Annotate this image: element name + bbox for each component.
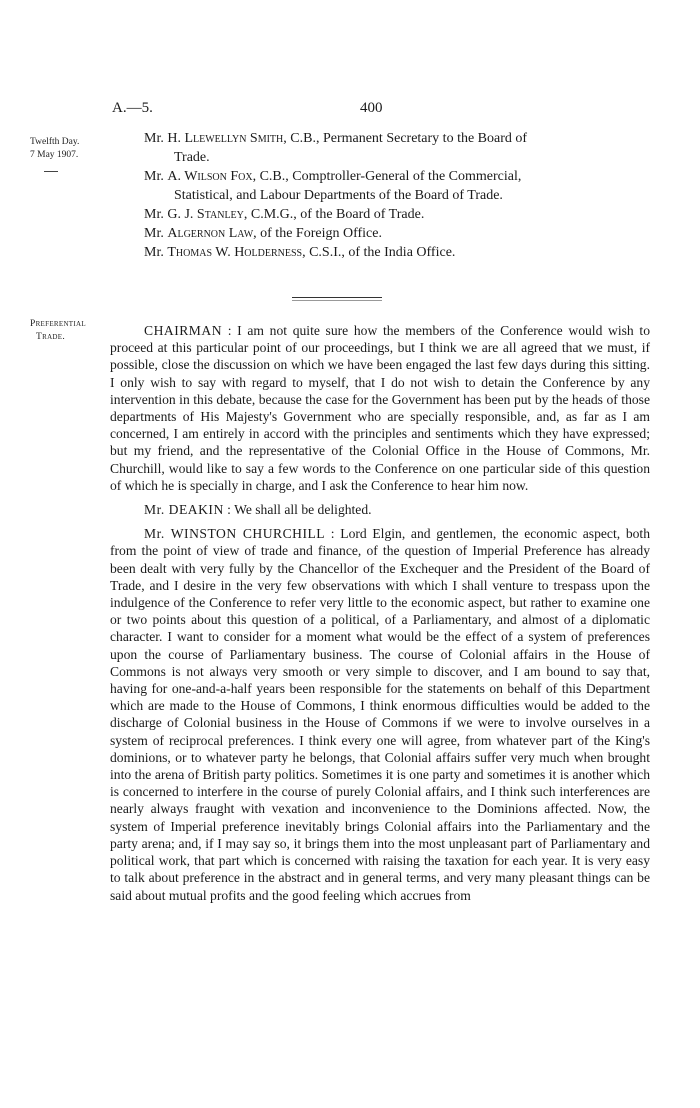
attendee-entry: Mr. Thomas W. Holderness, C.S.I., of the India Office. — [144, 245, 456, 260]
margin-topic-note — [30, 318, 86, 344]
page-number: 400 — [360, 100, 383, 116]
attendee-name: H. Llewellyn Smith — [167, 131, 284, 146]
speech-text: We shall all be delighted. — [234, 502, 372, 518]
margin-day: Twelfth Day. — [30, 137, 80, 147]
section-separator — [292, 297, 382, 298]
attendee-name: G. J. Stanley — [167, 207, 244, 222]
section-separator-thin — [292, 300, 382, 301]
attendee-name: A. Wilson Fox — [167, 169, 253, 184]
speech-paragraph: CHAIRMAN : I am not quite sure how the members of the Conference would wish to proceed at this particular point of our proceedings, but I think we are all agreed that we must, if possible, close the discussion on which we have been engaged the last few days during this sitting. I only wish to say with regard to myself, that I do not wish to detain the Conference by any intervention in this debate, because the case for the Government has been put by the heads of those departments of His Majesty's Government who are specially responsible, and, as far as I am concerned, I am entirely in accord with the principles and sentiments which they have expressed; but my friend, and the representative of the Colonial Office in the House of Commons, Mr. Churchill, would like to say a few words to the Conference on one particular side of this question of which he is specially in charge, and I ask the Conference to hear him now. — [110, 323, 650, 493]
margin-topic-line2: Trade. — [36, 332, 66, 342]
speech-text: Lord Elgin, and gentlemen, the economic aspect, both from the point of view of trade and finance, of the question of Imperial Preference has already been dealt with very fully by the Chancellor of the Exchequer and the President of the Board of Trade, and I desire in the very few observations with which I shall venture to trespass upon the indulgence of the Conference to refer very little to the economic aspect, but rather to examine one or two points about this question of a political, of a Parliamentary, and almost of a diplomatic character. I want to consider for a moment what would be the effect of a system of preferences upon the course of Parliamentary business. The course of Colonial affairs in the House of Commons is not always very smooth or very simple to discover, and I am bound to say that, having for one-and-a-half years been responsible for the statements on behalf of this Department which are made to the House of Commons, I think enormous difficulties would be added to the discharge of Colonial business in the House of Commons if we were to involve ourselves in a system of reciprocal preferences. I think every one will agree, from whatever part of the King's dominions, or to whatever party he belongs, that Colonial affairs suffer very much when brought into the arena of British party politics. Sometimes it is one party and sometimes it is another which is concerned to interfere in the course of purely Colonial affairs, and I think such interferences are nearly always fraught with vexation and inconvenience to the Dominions affected. Now, the system of Imperial preference inevitably brings Colonial affairs into the Parliamentary and the party arena; and, if I may say so, it brings them into the most unpleasant part of Parliamentary and political work, that part which is concerned with raising the taxation for each year. It is very easy to talk about preference in the abstract and in general terms, and very many pleasant things can be said about mutual profits and the good feeling which accrues from — [110, 526, 650, 903]
margin-date-note — [30, 136, 79, 162]
margin-topic-line1: Preferential — [30, 319, 86, 329]
speech-paragraph: Mr. WINSTON CHURCHILL : Lord Elgin, and gentlemen, the economic aspect, both from the point of view of trade and finance, of the question of Imperial Preference has already been dealt with very fully by the Chancellor of the Exchequer and the President of the Board of Trade, and I desire in the very few observations with which I shall venture to trespass upon the indulgence of the Conference to refer very little to the economic aspect, but rather to examine one or two points about this question of a political, of a Parliamentary, and almost of a diplomatic character. I want to consider for a moment what would be the effect of a system of preferences upon the course of Parliamentary business. The course of Colonial affairs in the House of Commons is not always very smooth or very simple to discover, and I am bound to say that, having for one-and-a-half years been responsible for the statements on behalf of this Department which are made to the House of Commons, I think enormous difficulties would be added to the discharge of Colonial business in the House of Commons if we were to involve ourselves in a system of reciprocal preferences. I think every one will agree, from whatever part of the King's dominions, or to whatever party he belongs, that Colonial affairs suffer very much when brought into the arena of British party politics. Sometimes it is one party and sometimes it is another which is concerned to interfere in the course of purely Colonial affairs, and I think such interferences are nearly always fraught with vexation and inconvenience to the Dominions affected. Now, the system of Imperial preference inevitably brings Colonial affairs into the Parliamentary and the party arena; and, if I may say so, it brings them into the most unpleasant part of Parliamentary and political work, that part which is concerned with raising the taxation for each year. It is very easy to talk about preference in the abstract and in general terms, and very many pleasant things can be said about mutual profits and the good feeling which accrues from — [110, 526, 650, 903]
attendee-name: Algernon Law — [167, 226, 254, 241]
speech-text: I am not quite sure how the members of the Conference would wish to proceed at this particular point of our proceedings, but I think we are all agreed that we must, if possible, close the discussion on which we have been engaged the last few days during this sitting. I only wish to say with regard to myself, that I do not wish to detain the Conference by any intervention in this debate, because the case for the Government has been put by the heads of those departments of His Majesty's Government who are specially responsible, and, as far as I am concerned, I am entirely in accord with the principles and sentiments which they have expressed; but my friend, and the representative of the Colonial Office in the House of Commons, Mr. Churchill, would like to say a few words to the Conference on one particular side of this question of which he is specially in charge, and I ask the Conference to hear him now. — [110, 323, 650, 493]
speaker-name: Mr. DEAKIN — [144, 502, 224, 518]
attendee-entry: Mr. A. Wilson Fox, C.B., Comptroller-General of the Commercial, Statistical, and Labour Departments of the Board of Trade. — [144, 169, 522, 203]
transcript-body — [110, 322, 650, 904]
attendee-list — [144, 129, 644, 262]
speaker-name: Mr. WINSTON CHURCHILL — [144, 526, 326, 542]
attendee-entry: Mr. H. Llewellyn Smith, C.B., Permanent Secretary to the Board of Trade. — [144, 131, 528, 165]
attendee-name: Thomas W. Holderness — [167, 245, 303, 260]
speaker-name: CHAIRMAN — [144, 323, 223, 338]
margin-rule — [44, 171, 58, 172]
attendee-entry: Mr. Algernon Law, of the Foreign Office. — [144, 226, 382, 241]
margin-date: 7 May 1907. — [30, 150, 79, 160]
speech-paragraph: Mr. DEAKIN : We shall all be delighted. — [144, 502, 372, 518]
document-reference: A.—5. — [112, 100, 153, 116]
attendee-entry: Mr. G. J. Stanley, C.M.G., of the Board of Trade. — [144, 207, 425, 222]
